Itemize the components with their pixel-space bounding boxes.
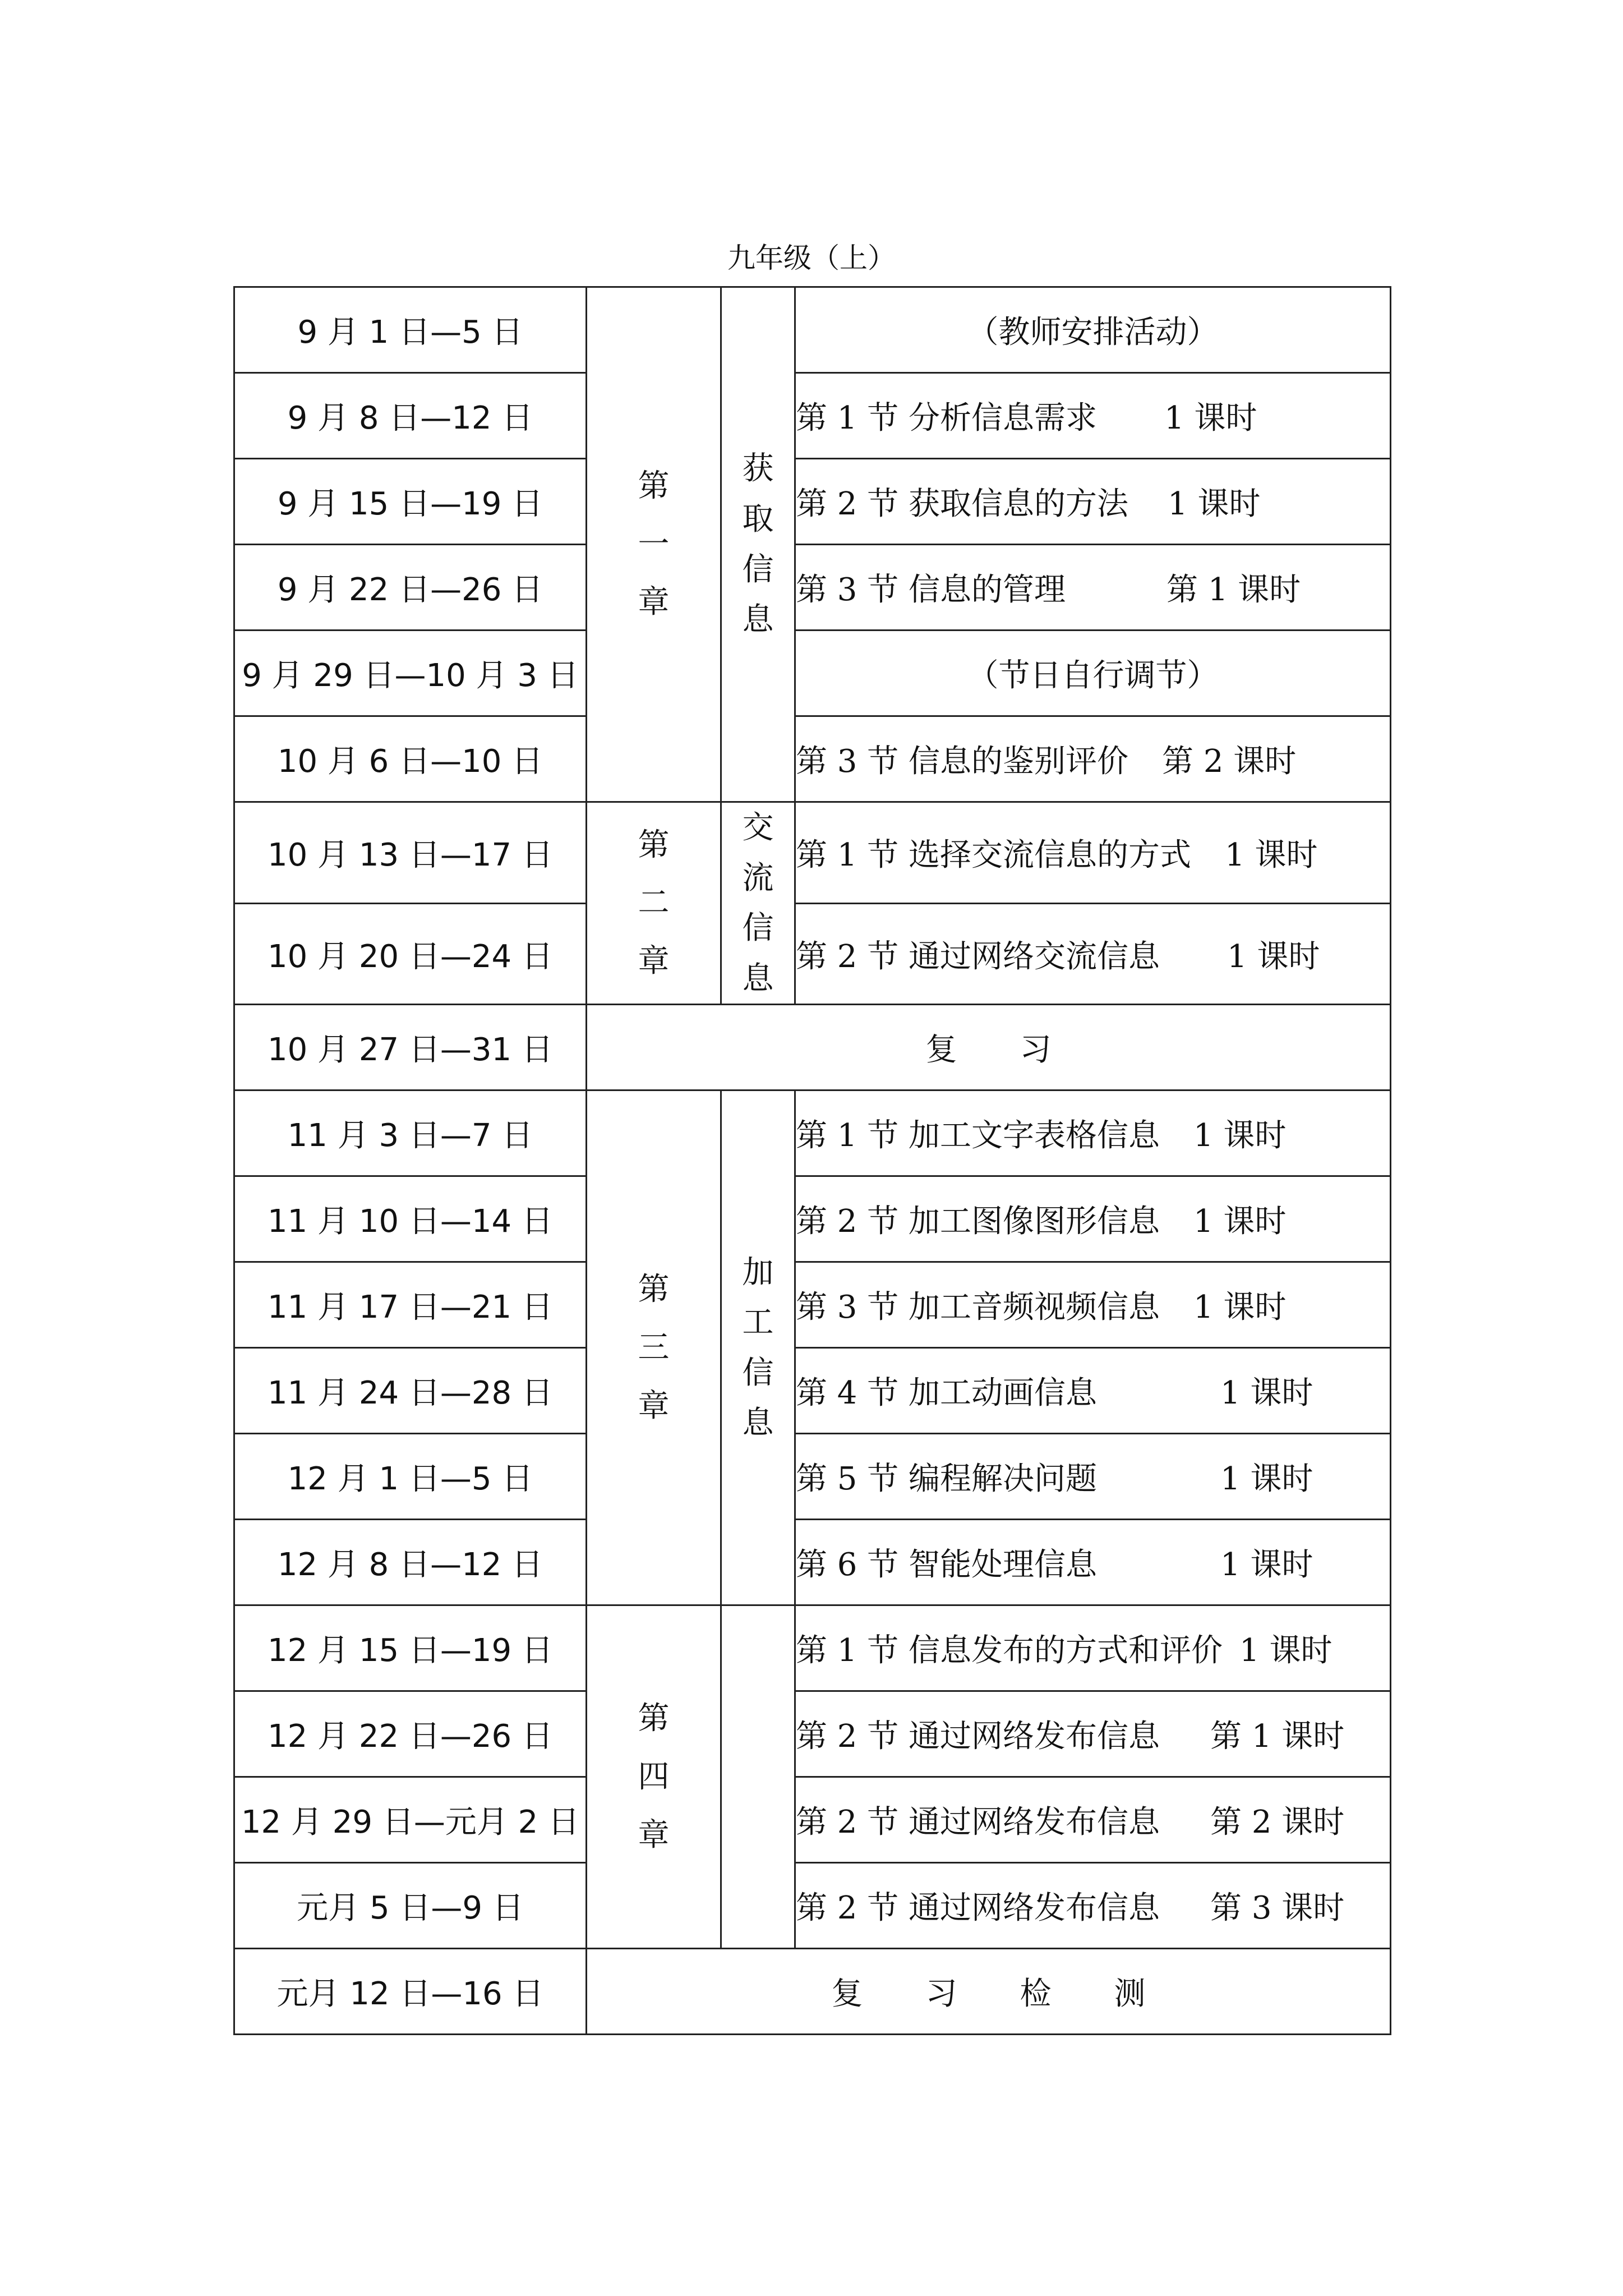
lesson-cell xyxy=(795,1091,1391,1176)
lesson-hours: 1 课时 xyxy=(1193,1289,1287,1326)
table-row xyxy=(234,1348,1391,1434)
table-row xyxy=(234,1605,1391,1691)
week-date: 11 月 24 日—28 日 xyxy=(234,1348,587,1434)
page-title: 九年级（上） xyxy=(727,242,896,274)
unit-3 xyxy=(721,1091,795,1605)
table-row xyxy=(234,802,1391,904)
week-date: 9 月 15 日—19 日 xyxy=(234,459,587,545)
lesson-title: 第 2 节 加工图像图形信息 xyxy=(796,1203,1160,1240)
lesson-cell xyxy=(795,1605,1391,1691)
table-row xyxy=(234,1091,1391,1176)
lesson-title: 第 1 节 信息发布的方式和评价 xyxy=(796,1632,1223,1669)
week-date: 12 月 1 日—5 日 xyxy=(234,1434,587,1520)
lesson-title: 第 2 节 获取信息的方法 xyxy=(796,486,1129,522)
lesson-title: 第 4 节 加工动画信息 xyxy=(796,1375,1098,1412)
unit-name: 加工信息 xyxy=(742,1254,774,1442)
table-row xyxy=(234,903,1391,1005)
review-cell xyxy=(587,1005,1391,1091)
lesson-cell xyxy=(795,287,1391,373)
week-date: 11 月 10 日—14 日 xyxy=(234,1176,587,1262)
week-date: 元月 12 日—16 日 xyxy=(234,1949,587,2035)
unit-4 xyxy=(721,1605,795,1949)
lesson-title: 第 2 节 通过网络发布信息 xyxy=(796,1804,1160,1841)
week-date: 9 月 8 日—12 日 xyxy=(234,373,587,459)
week-date: 12 月 15 日—19 日 xyxy=(234,1605,587,1691)
table-row xyxy=(234,1520,1391,1605)
chapter-name: 第二章 xyxy=(638,826,670,979)
lesson-cell xyxy=(795,1777,1391,1863)
week-date: 9 月 1 日—5 日 xyxy=(234,287,587,373)
unit-name: 交流信息 xyxy=(742,809,774,997)
lesson-title: 第 2 节 通过网络发布信息 xyxy=(796,1718,1160,1755)
lesson-hours: 第 1 课时 xyxy=(1166,572,1301,608)
table-row xyxy=(234,1777,1391,1863)
review-label: 复 习 xyxy=(925,1032,1052,1069)
week-date: 10 月 13 日—17 日 xyxy=(234,802,587,904)
chapter-name: 第三章 xyxy=(638,1271,670,1424)
lesson-hours: 1 课时 xyxy=(1225,836,1318,873)
week-date: 12 月 22 日—26 日 xyxy=(234,1691,587,1777)
lesson-title: （教师安排活动） xyxy=(967,314,1219,351)
chapter-name: 第一章 xyxy=(638,468,670,621)
unit-1 xyxy=(721,287,795,802)
lesson-hours: 1 课时 xyxy=(1220,1461,1313,1498)
lesson-title: 第 3 节 信息的管理 xyxy=(796,572,1066,608)
lesson-cell xyxy=(795,459,1391,545)
lesson-title: 第 1 节 加工文字表格信息 xyxy=(796,1117,1160,1154)
table-row xyxy=(234,287,1391,373)
lesson-hours: 1 课时 xyxy=(1227,938,1320,975)
lesson-title: 第 6 节 智能处理信息 xyxy=(796,1547,1098,1584)
lesson-hours: 第 3 课时 xyxy=(1210,1890,1345,1927)
table-row xyxy=(234,1005,1391,1091)
lesson-title: （节日自行调节） xyxy=(967,657,1219,694)
table-row xyxy=(234,1863,1391,1949)
table-row xyxy=(234,1691,1391,1777)
table-row xyxy=(234,459,1391,545)
table-row xyxy=(234,373,1391,459)
lesson-title: 第 2 节 通过网络发布信息 xyxy=(796,1890,1160,1927)
week-date: 12 月 29 日—元月 2 日 xyxy=(234,1777,587,1863)
chapter-name: 第四章 xyxy=(638,1700,670,1853)
lesson-cell xyxy=(795,903,1391,1005)
chapter-3 xyxy=(587,1091,721,1605)
lesson-cell xyxy=(795,631,1391,716)
week-date: 11 月 3 日—7 日 xyxy=(234,1091,587,1176)
chapter-1 xyxy=(587,287,721,802)
lesson-title: 第 5 节 编程解决问题 xyxy=(796,1461,1098,1498)
lesson-hours: 1 课时 xyxy=(1164,400,1257,436)
lesson-hours: 第 2 课时 xyxy=(1162,743,1297,780)
review-test-cell xyxy=(587,1949,1391,2035)
lesson-title: 第 2 节 通过网络交流信息 xyxy=(796,938,1160,975)
review-test-label: 复 习 检 测 xyxy=(831,1976,1146,2013)
lesson-cell xyxy=(795,1176,1391,1262)
week-date: 10 月 20 日—24 日 xyxy=(234,903,587,1005)
week-date: 9 月 29 日—10 月 3 日 xyxy=(234,631,587,716)
schedule-table xyxy=(233,286,1391,2035)
unit-2 xyxy=(721,802,795,1005)
lesson-hours: 1 课时 xyxy=(1168,486,1261,522)
lesson-hours: 1 课时 xyxy=(1193,1117,1287,1154)
lesson-cell xyxy=(795,1262,1391,1348)
table-row xyxy=(234,631,1391,716)
table-row xyxy=(234,545,1391,631)
week-date: 12 月 8 日—12 日 xyxy=(234,1520,587,1605)
table-row xyxy=(234,716,1391,802)
table-row xyxy=(234,1176,1391,1262)
unit-name: 获取信息 xyxy=(742,450,774,638)
lesson-cell xyxy=(795,1863,1391,1949)
lesson-hours: 第 2 课时 xyxy=(1210,1804,1345,1841)
lesson-hours: 1 课时 xyxy=(1220,1375,1313,1412)
lesson-title: 第 1 节 选择交流信息的方式 xyxy=(796,836,1192,873)
lesson-cell xyxy=(795,802,1391,904)
lesson-cell xyxy=(795,373,1391,459)
lesson-cell xyxy=(795,1691,1391,1777)
week-date: 元月 5 日—9 日 xyxy=(234,1863,587,1949)
lesson-cell xyxy=(795,716,1391,802)
lesson-title: 第 3 节 加工音频视频信息 xyxy=(796,1289,1160,1326)
lesson-cell xyxy=(795,1348,1391,1434)
table-row xyxy=(234,1949,1391,2035)
lesson-cell xyxy=(795,1434,1391,1520)
table-row xyxy=(234,1434,1391,1520)
lesson-hours: 1 课时 xyxy=(1239,1632,1332,1669)
lesson-hours: 1 课时 xyxy=(1193,1203,1287,1240)
lesson-cell xyxy=(795,545,1391,631)
week-date: 11 月 17 日—21 日 xyxy=(234,1262,587,1348)
lesson-hours: 1 课时 xyxy=(1220,1547,1313,1584)
chapter-2 xyxy=(587,802,721,1005)
lesson-cell xyxy=(795,1520,1391,1605)
week-date: 9 月 22 日—26 日 xyxy=(234,545,587,631)
lesson-hours: 第 1 课时 xyxy=(1210,1718,1345,1755)
week-date: 10 月 27 日—31 日 xyxy=(234,1005,587,1091)
lesson-title: 第 1 节 分析信息需求 xyxy=(796,400,1098,436)
week-date: 10 月 6 日—10 日 xyxy=(234,716,587,802)
chapter-4 xyxy=(587,1605,721,1949)
table-row xyxy=(234,1262,1391,1348)
lesson-title: 第 3 节 信息的鉴别评价 xyxy=(796,743,1129,780)
